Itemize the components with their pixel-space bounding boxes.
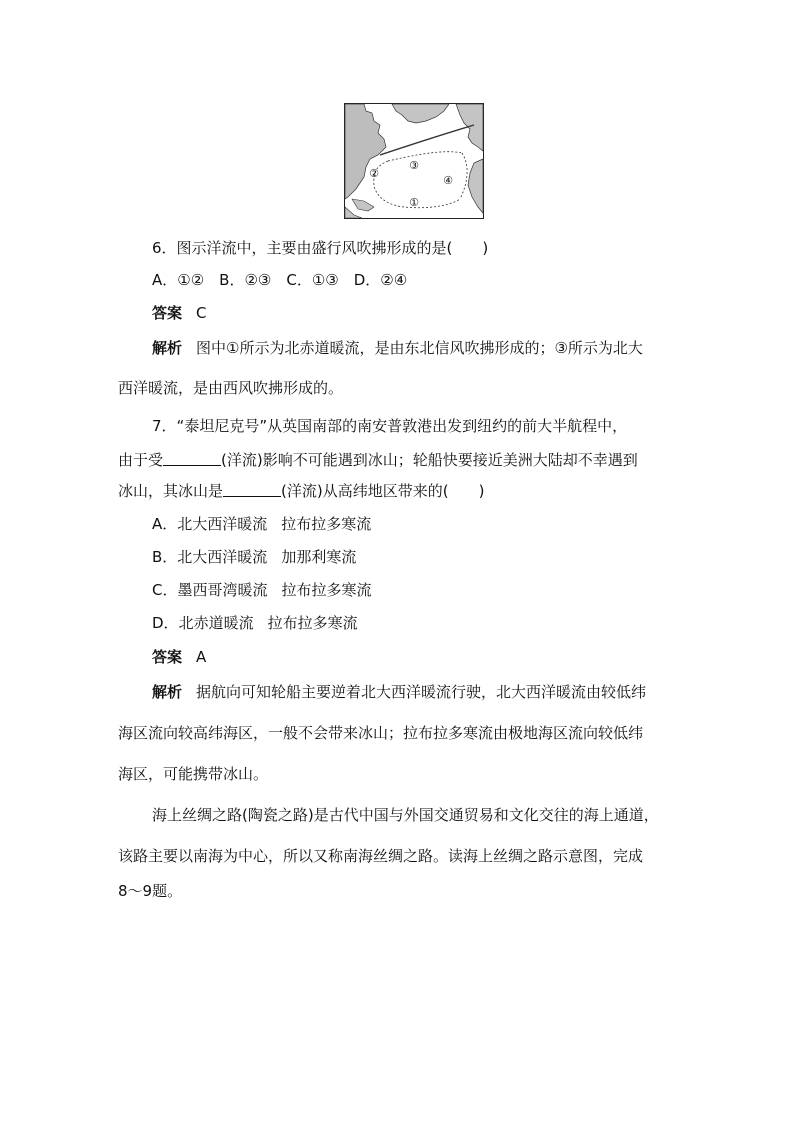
fill-blank: [223, 482, 281, 497]
q7-analysis-cont: 海区流向较高纬海区，一般不会带来冰山；拉布拉多寒流由极地海区流向较低纬: [118, 724, 644, 742]
q7-option-b: [152, 547, 356, 567]
q6-analysis: [152, 338, 643, 358]
q7-stem-text: 冰山，其冰山是: [118, 482, 224, 500]
ocean-current-map: [344, 103, 484, 219]
option-text: 拉布拉多寒流: [281, 515, 372, 533]
intro-line1: 海上丝绸之路(陶瓷之路)是古代中国与外国交通贸易和文化交往的海上通道，: [152, 806, 659, 824]
option-text: 墨西哥湾暖流: [177, 581, 268, 599]
q7-analysis: [152, 682, 646, 702]
option-letter: D．: [152, 614, 179, 632]
fill-blank: [163, 451, 221, 466]
map-marker: ④: [443, 174, 453, 187]
map-marker: ②: [369, 167, 379, 180]
q6-stem: 6．图示洋流中，主要由盛行风吹拂形成的是( ): [152, 239, 489, 257]
option-text: 拉布拉多寒流: [281, 581, 372, 599]
answer-label: 答案: [152, 304, 183, 322]
intro-line2: 该路主要以南海为中心，所以又称南海丝绸之路。读海上丝绸之路示意图，完成: [118, 847, 644, 865]
q6-answer: [152, 303, 207, 323]
option-letter: A．: [152, 515, 178, 533]
q7-stem-text: 由于受: [118, 451, 164, 469]
map-marker: ①: [409, 196, 419, 209]
option-letter: C．: [152, 581, 178, 599]
q7-stem-text: (洋流)从高纬地区带来的( ): [281, 482, 485, 500]
q7-stem-line2: [118, 450, 638, 470]
q6-options: A．①② B．②③ C．①③ D．②④: [152, 271, 408, 289]
option-text: 加那利寒流: [281, 548, 357, 566]
analysis-text: 图中①所示为北赤道暖流，是由东北信风吹拂形成的；③所示为北大: [196, 339, 643, 357]
analysis-text: 据航向可知轮船主要逆着北大西洋暖流行驶，北大西洋暖流由较低纬: [196, 683, 647, 701]
q7-answer: [152, 647, 206, 667]
answer-value: C: [196, 304, 207, 322]
option-text: 北大西洋暖流: [177, 548, 268, 566]
q7-option-a: [152, 514, 371, 534]
option-letter: B．: [152, 548, 178, 566]
answer-value: A: [196, 648, 207, 666]
q7-option-c: [152, 580, 372, 600]
q7-stem-text: (洋流)影响不可能遇到冰山；轮船快要接近美洲大陆却不幸遇到: [221, 451, 638, 469]
q7-option-d: [152, 613, 358, 633]
q7-analysis-cont: 海区，可能携带冰山。: [118, 765, 269, 783]
analysis-label: 解析: [152, 339, 183, 357]
q6-analysis-cont: 西洋暖流，是由西风吹拂形成的。: [118, 379, 344, 397]
answer-label: 答案: [152, 648, 183, 666]
intro-line3: 8～9题。: [118, 882, 183, 900]
option-text: 拉布拉多寒流: [267, 614, 358, 632]
option-text: 北大西洋暖流: [177, 515, 268, 533]
map-marker: ③: [409, 159, 419, 172]
q7-stem-line1: 7．“泰坦尼克号”从英国南部的南安普敦港出发到纽约的前大半航程中，: [152, 417, 628, 435]
option-text: 北赤道暖流: [178, 614, 254, 632]
q7-stem-line3: [118, 481, 484, 501]
analysis-label: 解析: [152, 683, 183, 701]
